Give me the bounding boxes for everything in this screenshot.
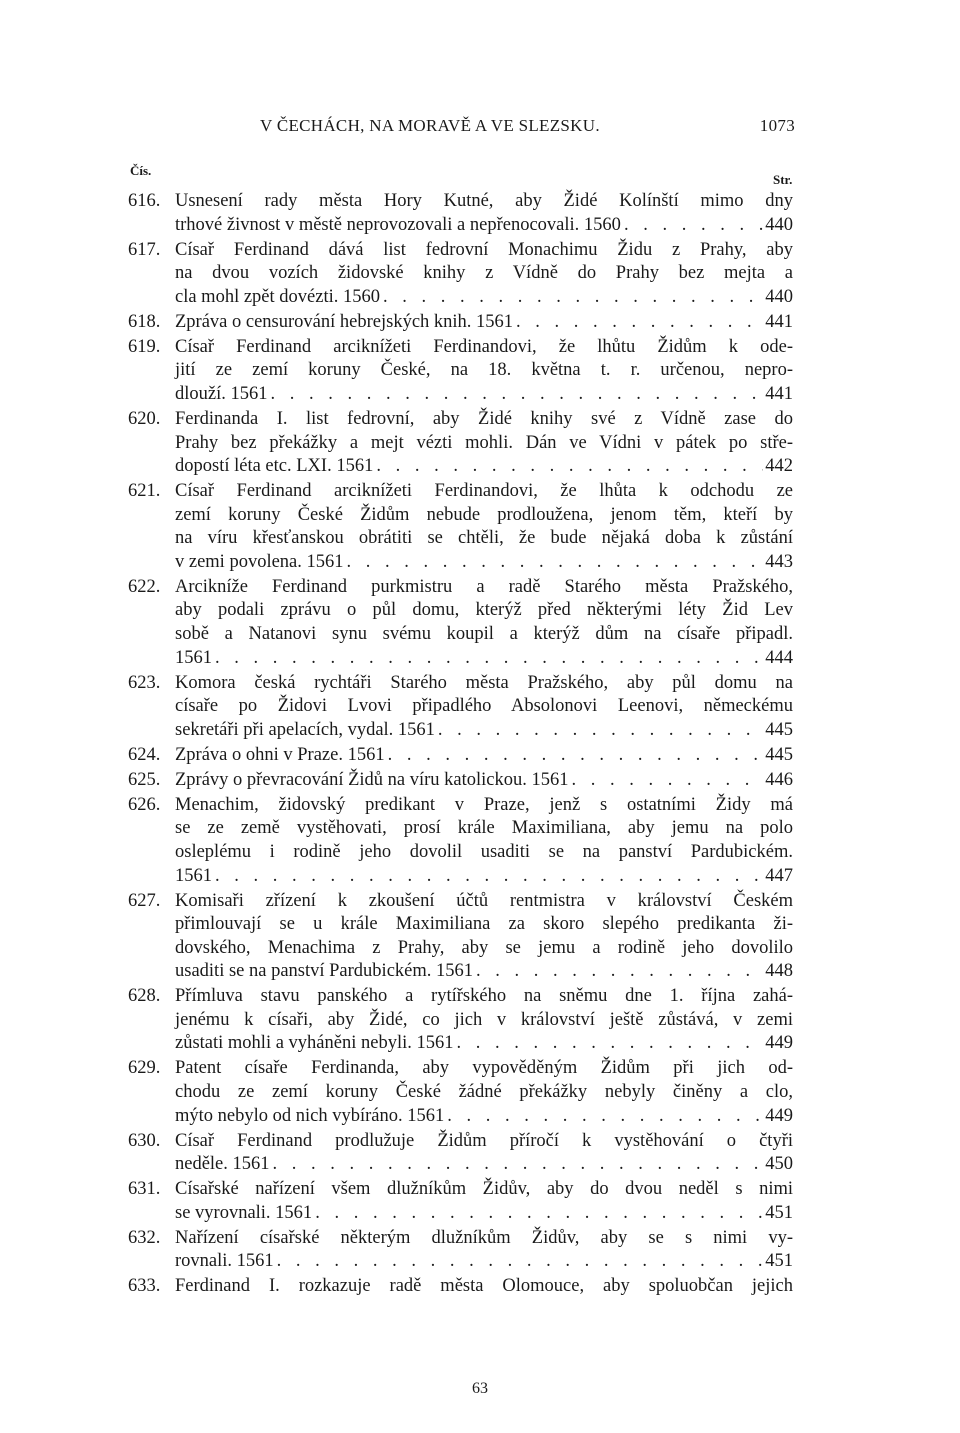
- entry-number: 630.: [128, 1130, 161, 1151]
- table-of-contents: [128, 190, 793, 1300]
- entry-page-number: 440: [765, 286, 793, 307]
- entry-line: sekretáři při apelacích, vydal. 1561: [175, 719, 435, 740]
- entry-text: [175, 480, 793, 574]
- entry-line: dlouží. 1561: [175, 383, 268, 404]
- toc-entry: [128, 336, 793, 407]
- toc-entry: [128, 480, 793, 574]
- leader-dots: [268, 383, 764, 407]
- toc-entry: [128, 1178, 793, 1225]
- entry-line: Ferdinanda I. list fedrovní, aby Židé knihy své z Vídně zase do: [175, 408, 793, 429]
- entry-line: Přímluva stavu panského a rytířského na sněmu dne 1. října zahá-: [175, 986, 793, 1007]
- leader-dots: [312, 1202, 763, 1226]
- leader-dots: [344, 551, 764, 575]
- entry-text: [175, 890, 793, 984]
- leader-dots: [373, 455, 763, 479]
- leader-dots: [270, 1153, 764, 1177]
- toc-entry: [128, 744, 793, 768]
- entry-line: Nařízení císařské některým dlužníkům Židův, aby se s nimi vy-: [175, 1227, 793, 1248]
- entry-page-number: 442: [765, 456, 793, 477]
- signature-mark: [0, 1380, 960, 1398]
- toc-entry: [128, 311, 793, 335]
- entry-line: 1561: [175, 865, 212, 886]
- entry-last-line: [175, 769, 793, 793]
- toc-entry: [128, 1275, 793, 1299]
- entry-page-number: 447: [765, 865, 793, 886]
- toc-entry: [128, 672, 793, 743]
- toc-entry: [128, 985, 793, 1056]
- entry-text: [175, 1227, 793, 1274]
- entry-last-line: [175, 719, 793, 743]
- entry-line: Arcikníže Ferdinand purkmistru a radě Starého města Pražského,: [175, 576, 793, 597]
- entry-last-line: [175, 383, 793, 407]
- toc-entry: [128, 408, 793, 479]
- entry-page-number: 446: [765, 769, 793, 790]
- entry-number: 627.: [128, 890, 161, 911]
- entry-line: osleplému i rodině jeho dovolil usaditi se na panství Pardubickém.: [175, 841, 793, 862]
- entry-line: Komisaři zřízení k zkoušení účtů rentmistra v království Českém: [175, 890, 793, 911]
- leader-dots: [212, 647, 763, 671]
- toc-entry: [128, 1057, 793, 1128]
- entry-last-line: [175, 1105, 793, 1129]
- entry-number: 625.: [128, 769, 161, 790]
- entry-last-line: [175, 1202, 793, 1226]
- entry-line: jití ze zemí koruny České, na 18. května t. r. určenou, nepro-: [175, 360, 793, 381]
- entry-page-number: 441: [765, 383, 793, 404]
- toc-entry: [128, 1130, 793, 1177]
- entry-line: Císař Ferdinand arciknížeti Ferdinandovi, že lhůtu Židům k ode-: [175, 336, 793, 357]
- leader-dots: [444, 1105, 763, 1129]
- entry-last-line: [175, 865, 793, 889]
- entry-page-number: 451: [765, 1251, 793, 1272]
- entry-line: zůstati mohli a vyháněni nebyli. 1561: [175, 1033, 454, 1054]
- entry-text: [175, 1178, 793, 1225]
- header-title: V ČECHÁCH, NA MORAVĚ A VE SLEZSKU.: [260, 116, 600, 135]
- entry-line: přimlouvají se u krále Maximiliana za skoro slepého predikanta ži-: [175, 914, 793, 935]
- entry-page-number: 445: [765, 744, 793, 765]
- page-number: 1073: [759, 116, 795, 135]
- entry-line: Ferdinand I. rozkazuje radě města Olomouce, aby spoluobčan jejich: [175, 1276, 793, 1297]
- entry-line: aby podali zprávu o půl domu, kterýž před některými léty Žid Lev: [175, 600, 793, 621]
- entry-text: [175, 1130, 793, 1177]
- entry-last-line: [175, 744, 793, 768]
- entry-number: 624.: [128, 744, 161, 765]
- entry-line: Císař Ferdinand prodlužuje Židům příročí k vystěhování o čtyři: [175, 1130, 793, 1151]
- leader-dots: [380, 286, 763, 310]
- entry-number: 628.: [128, 986, 161, 1007]
- entry-number: 623.: [128, 672, 161, 693]
- entry-line: dovského, Menachima z Prahy, aby se jemu a rodině jeho dovolilo: [175, 937, 793, 958]
- entry-text: [175, 1057, 793, 1128]
- entry-line: trhové živnost v městě neprovozovali a nepřenocovali. 1560: [175, 214, 621, 235]
- entry-page-number: 441: [765, 311, 793, 332]
- entry-number: 621.: [128, 481, 161, 502]
- entry-last-line: [175, 960, 793, 984]
- entry-line: se ze země vystěhovati, prosí krále Maximiliana, aby jemu na polo: [175, 818, 793, 839]
- toc-entry: [128, 239, 793, 310]
- entry-text: [175, 576, 793, 670]
- entry-text: [175, 769, 793, 793]
- toc-entry: [128, 190, 793, 237]
- toc-entry: [128, 890, 793, 984]
- entry-line: se vyrovnali. 1561: [175, 1202, 313, 1223]
- entry-number: 626.: [128, 794, 161, 815]
- entry-last-line: [175, 1032, 793, 1056]
- entry-line: Prahy bez překážky a mejt vézti mohli. Dán ve Vídni v pátek po stře-: [175, 432, 793, 453]
- entry-last-line: [175, 286, 793, 310]
- toc-entry: [128, 769, 793, 793]
- entry-text: [175, 1275, 793, 1299]
- entry-text: [175, 985, 793, 1056]
- leader-dots: [435, 719, 763, 743]
- entry-text: [175, 744, 793, 768]
- entry-line: Patent císaře Ferdinanda, aby vypověděným Židům při jich od-: [175, 1058, 793, 1079]
- entry-last-line: [175, 455, 793, 479]
- entry-last-line: [175, 551, 793, 575]
- entry-line: zemí koruny České Židům nebude prodloužena, jenom těm, kteří by: [175, 504, 793, 525]
- entry-number: 633.: [128, 1276, 161, 1297]
- entry-page-number: 449: [765, 1033, 793, 1054]
- leader-dots: [473, 960, 763, 984]
- entry-line: Zprávy o převracování Židů na víru katolickou. 1561: [175, 769, 569, 790]
- entry-line: v zemi povolena. 1561: [175, 551, 344, 572]
- leader-dots: [569, 769, 764, 793]
- entry-line: Zpráva o ohni v Praze. 1561: [175, 744, 385, 765]
- entry-page-number: 449: [765, 1105, 793, 1126]
- entry-line: cla mohl zpět dovézti. 1560: [175, 286, 380, 307]
- entry-last-line: [175, 214, 793, 238]
- entry-line: Císař Ferdinand arciknížeti Ferdinandovi, že lhůta k odchodu ze: [175, 481, 793, 502]
- entry-number: 620.: [128, 408, 161, 429]
- entry-line: Zpráva o censurování hebrejských knih. 1561: [175, 311, 514, 332]
- entry-line: sobě a Natanovi synu svému koupil a kterýž dům na císaře připadl.: [175, 624, 793, 645]
- entry-page-number: 443: [765, 551, 793, 572]
- entry-line: na dvou vozích židovské knihy z Vídně do Prahy bez mejta a: [175, 263, 793, 284]
- entry-page-number: 444: [765, 647, 793, 668]
- entry-last-line: [175, 647, 793, 671]
- entry-text: [175, 336, 793, 407]
- entry-number: 632.: [128, 1227, 161, 1248]
- entry-text: [175, 239, 793, 310]
- entry-page-number: 440: [765, 214, 793, 235]
- entry-line: Komora česká rychtáři Starého města Pražského, aby půl domu na: [175, 672, 793, 693]
- entry-page-number: 451: [765, 1202, 793, 1223]
- entry-line: rovnali. 1561: [175, 1251, 274, 1272]
- entry-page-number: 445: [765, 719, 793, 740]
- entry-last-line: [175, 1153, 793, 1177]
- entry-page-number: 448: [765, 961, 793, 982]
- entry-text: [175, 190, 793, 237]
- toc-entry: [128, 794, 793, 888]
- entry-page-number: 450: [765, 1154, 793, 1175]
- entry-line: mýto nebylo od nich vybíráno. 1561: [175, 1105, 445, 1126]
- toc-entry: [128, 1227, 793, 1274]
- entry-text: [175, 794, 793, 888]
- entry-line: neděle. 1561: [175, 1154, 270, 1175]
- entry-line: 1561: [175, 647, 212, 668]
- leader-dots: [274, 1250, 764, 1274]
- column-label-number: Čís.: [130, 163, 152, 178]
- leader-dots: [621, 214, 763, 238]
- entry-last-line: [175, 311, 793, 335]
- leader-dots: [212, 865, 763, 889]
- entry-line: Císař Ferdinand dává list fedrovní Monachimu Židu z Prahy, aby: [175, 239, 793, 260]
- entry-text: [175, 408, 793, 479]
- entry-number: 631.: [128, 1179, 161, 1200]
- entry-number: 622.: [128, 576, 161, 597]
- entry-line: chodu ze zemí koruny České žádné překážky nebyly činěny a clo,: [175, 1082, 793, 1103]
- column-label-page: Str.: [773, 172, 793, 187]
- signature-number: 63: [472, 1380, 488, 1397]
- entry-line: dopostí léta etc. LXI. 1561: [175, 456, 374, 477]
- leader-dots: [453, 1032, 763, 1056]
- leader-dots: [385, 744, 764, 768]
- entry-text: [175, 672, 793, 743]
- entry-line: na víru křesťanskou obrátiti se chtěli, že bude nějaká doba k zůstání: [175, 528, 793, 549]
- leader-dots: [513, 311, 763, 335]
- entry-line: Císařské nařízení všem dlužníkům Židův, aby do dvou neděl s nimi: [175, 1179, 793, 1200]
- entry-line: Usnesení rady města Hory Kutné, aby Židé Kolínští mimo dny: [175, 191, 793, 211]
- entry-number: 617.: [128, 239, 161, 260]
- entry-text: [175, 311, 793, 335]
- entry-last-line: [175, 1250, 793, 1274]
- entry-line: usaditi se na panství Pardubickém. 1561: [175, 961, 474, 982]
- entry-line: Menachim, židovský predikant v Praze, jenž s ostatními Židy má: [175, 794, 793, 815]
- entry-line: císaře po Židovi Lvovi připadlého Absolonovi Leenovi, německému: [175, 696, 793, 717]
- entry-number: 616.: [128, 191, 161, 211]
- toc-entry: [128, 576, 793, 670]
- entry-number: 618.: [128, 311, 161, 332]
- entry-number: 629.: [128, 1058, 161, 1079]
- entry-line: jenému k císaři, aby Židé, co jich v království ještě zůstává, v zemi: [175, 1009, 793, 1030]
- entry-number: 619.: [128, 336, 161, 357]
